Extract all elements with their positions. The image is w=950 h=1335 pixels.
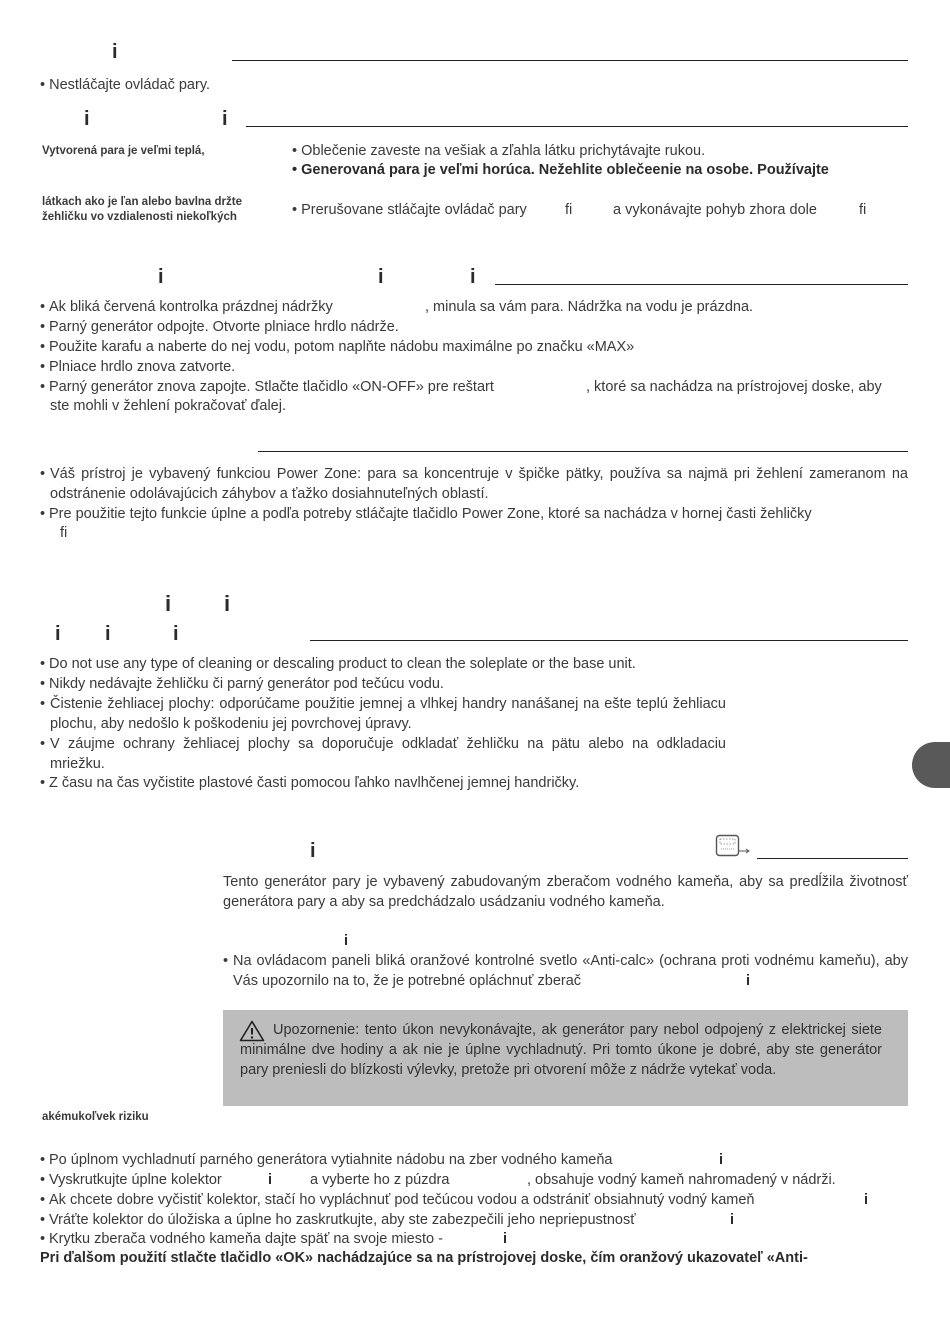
section6-subheading: i — [344, 933, 349, 949]
section3-item-2: • Parný generátor odpojte. Otvorte plniace hrdlo nádrže. — [40, 319, 399, 335]
section6-step-3-text: Ak chcete dobre vyčistiť kolektor, stačí ho vypláchnuť pod tečúcou vodou a odstrániť obsiahnutý vodný kameň — [49, 1192, 755, 1208]
section5-item-5: • Z času na čas vyčistite plastové časti pomocou ľahko navlhčenej jemnej handričky. — [40, 775, 580, 791]
section2-item-3-glyph1: ﬁ — [565, 202, 573, 218]
section5-sub-a: i — [55, 623, 61, 645]
section5-item-2: • Nikdy nedávajte žehličku či parný generátor pod tečúcu vodu. — [40, 676, 444, 692]
section3-heading-c: i — [470, 266, 476, 288]
section3-heading-b: i — [378, 266, 384, 288]
section6-step-5-glyph: i — [503, 1231, 508, 1247]
section3-item-4-text: Plniace hrdlo znova zatvorte. — [49, 359, 236, 375]
section3-item-1b: , minula sa vám para. Nádržka na vodu je prázdna. — [425, 299, 754, 315]
section2-heading-b: i — [222, 108, 228, 130]
section6-step-1: • Po úplnom vychladnutí parného generátora vytiahnite nádobu na zber vodného kameňa — [40, 1152, 613, 1168]
section2-side-note-1: Vytvorená para je veľmi teplá, — [42, 145, 205, 157]
collector-icon — [715, 834, 751, 860]
section3-item-1: • Ak bliká červená kontrolka prázdnej nádržky — [40, 299, 333, 315]
section6-step-5: • Krytku zberača vodného kameňa dajte späť na svoje miesto - — [40, 1231, 443, 1247]
section6-step-1-text: Po úplnom vychladnutí parného generátora vytiahnite nádobu na zber vodného kameňa — [49, 1152, 613, 1168]
section6-step-5-text: Krytku zberača vodného kameňa dajte späť na svoje miesto - — [49, 1231, 443, 1247]
section3-heading-a: i — [158, 266, 164, 288]
section6-step-2-glyph: i — [268, 1172, 273, 1188]
section2-item-2: • Generovaná para je veľmi horúca. Nežehlite oblečeenie na osobe. Používajte — [292, 162, 829, 178]
section6-step-2: • Vyskrutkujte úplne kolektor — [40, 1172, 222, 1188]
section2-item-1: • Oblečenie zaveste na vešiak a zľahla látku prichytávajte rukou. — [292, 143, 706, 159]
section5-rule — [310, 640, 908, 641]
section5-item-3: • Čistenie žehliacej plochy: odporúčame použitie jemnej a vlhkej handry nanášanej na ešte teplú žehliacu plochu, aby nedošlo k poškodeniu jej povrchovej úpravy. — [40, 696, 726, 732]
section4-item-2-glyph: ﬁ — [60, 525, 68, 541]
section6-item-1: • Na ovládacom paneli bliká oranžové kontrolné svetlo «Anti-calc» (ochrana proti vodnému kameňu), aby Vás upozornilo na to, že je potrebné opláchnuť zberač — [223, 953, 908, 989]
section4-item-1: • Váš prístroj je vybavený funkciou Power Zone: para sa koncentruje v špičke pätky, používa sa najmä pri žehlení zameranom na odstránenie odolávajúcich záhybov a ťažko dosiahnuteľných oblastí. — [40, 466, 908, 502]
section3-rule — [495, 284, 908, 285]
section5-sub-b: i — [105, 623, 111, 645]
section5-item-1-text: Do not use any type of cleaning or descaling product to clean the soleplate or the base unit. — [49, 656, 636, 672]
section3-item-3: • Použite karafu a naberte do nej vodu, potom naplňte nádobu maximálne po značku «MAX» — [40, 339, 635, 355]
section4-item-2: • Pre použitie tejto funkcie úplne a podľa potreby stláčajte tlačidlo Power Zone, ktoré sa nachádza v hornej časti žehličky — [40, 506, 812, 522]
section6-step-3-glyph: i — [864, 1192, 869, 1208]
section6-step-2c: , obsahuje vodný kameň nahromadený v nádrži. — [527, 1172, 836, 1188]
section1-item: • Nestláčajte ovládač pary. — [40, 77, 211, 93]
section1-rule — [232, 60, 908, 61]
section5-item-3-text: Čistenie žehliacej plochy: odporúčame použitie jemnej a vlhkej handry nanášanej na ešte teplú žehliacu plochu, aby nedošlo k poškodeniu jej povrchovej úpravy. — [50, 696, 726, 732]
section6-heading: i — [310, 840, 316, 862]
section4-rule — [258, 451, 908, 452]
section6-item-1-glyph: i — [746, 973, 751, 989]
section5-title-b: i — [224, 591, 231, 616]
section5-item-1: • Do not use any type of cleaning or descaling product to clean the soleplate or the base unit. — [40, 656, 636, 672]
section5-sub-c: i — [173, 623, 179, 645]
section6-step-2a: Vyskrutkujte úplne kolektor — [49, 1172, 222, 1188]
section3-item-5a: Parný generátor znova zapojte. Stlačte tlačidlo «ON-OFF» pre reštart — [49, 379, 494, 395]
section5-title-a: i — [165, 591, 172, 616]
section3-item-1a: Ak bliká červená kontrolka prázdnej nádržky — [49, 299, 333, 315]
warning-text: Upozornenie: tento úkon nevykonávajte, ak generátor pary nebol odpojený z elektrickej siete minimálne dve hodiny a ak nie je úplne vychladnutý. Pri tomto úkone je dobré, aby ste generátor pary preniesli do blízkosti výlevky, pretože pri otvorení môže z nádrže vytekať voda. — [240, 1022, 882, 1078]
section4-item-1-text: Váš prístroj je vybavený funkciou Power Zone: para sa koncentruje v špičke pätky, používa sa najmä pri žehlení zameranom na odstránenie odolávajúcich záhybov a ťažko dosiahnuteľných oblastí. — [50, 466, 908, 502]
section6-step-4: • Vráťte kolektor do úložiska a úplne ho zaskrutkujte, aby ste zabezpečili jeho nepriepustnosť — [40, 1212, 636, 1228]
section1-heading: i — [112, 41, 118, 63]
section6-side-note: akémukoľvek riziku — [42, 1111, 149, 1123]
section6-step-2b: a vyberte ho z púzdra — [310, 1172, 450, 1188]
section4-item-2-text: Pre použitie tejto funkcie úplne a podľa potreby stláčajte tlačidlo Power Zone, ktoré sa nachádza v hornej časti žehličky — [49, 506, 812, 522]
page-tab — [912, 742, 950, 788]
section2-item-3b: a vykonávajte pohyb zhora dole — [613, 202, 817, 218]
section5-item-2-text: Nikdy nedávajte žehličku či parný generátor pod tečúcu vodu. — [49, 676, 444, 692]
section6-step-1-glyph: i — [719, 1152, 724, 1168]
section3-item-5c: ste mohli v žehlení pokračovať ďalej. — [50, 398, 286, 414]
section6-step-3: • Ak chcete dobre vyčistiť kolektor, stačí ho vypláchnuť pod tečúcou vodou a odstrániť obsiahnutý vodný kameň — [40, 1192, 755, 1208]
section6-intro: Tento generátor pary je vybavený zabudovaným zberačom vodného kameňa, aby sa predĺžila životnosť generátora pary a aby sa predchádzalo usádzaniu vodného kameňa. — [223, 874, 908, 910]
section6-step-4-text: Vráťte kolektor do úložiska a úplne ho zaskrutkujte, aby ste zabezpečili jeho nepriepustnosť — [49, 1212, 636, 1228]
section3-item-5: • Parný generátor znova zapojte. Stlačte tlačidlo «ON-OFF» pre reštart — [40, 379, 494, 395]
section3-item-4: • Plniace hrdlo znova zatvorte. — [40, 359, 236, 375]
warning-box — [223, 1010, 908, 1106]
section2-item-3-glyph2: ﬁ — [859, 202, 867, 218]
section6-step-4-glyph: i — [730, 1212, 735, 1228]
section3-item-2-text: Parný generátor odpojte. Otvorte plniace hrdlo nádrže. — [49, 319, 399, 335]
section2-heading-a: i — [84, 108, 90, 130]
section6-rule — [757, 858, 908, 859]
section6-item-1-text: Na ovládacom paneli bliká oranžové kontrolné svetlo «Anti-calc» (ochrana proti vodnému kameňu), aby Vás upozornilo na to, že je potrebné opláchnuť zberač — [233, 953, 908, 989]
section2-item-3a: • Prerušovane stláčajte ovládač pary — [292, 202, 527, 218]
section3-item-3-text: Použite karafu a naberte do nej vodu, potom naplňte nádobu maximálne po značku «MAX» — [49, 339, 635, 355]
section2-rule — [246, 126, 908, 127]
section3-item-5b: , ktoré sa nachádza na prístrojovej doske, aby — [586, 379, 882, 395]
section6-final: Pri ďalšom použití stlačte tlačidlo «OK» nachádzajúce sa na prístrojovej doske, čím oranžový ukazovateľ «Anti- — [40, 1250, 808, 1266]
section5-item-5-text: Z času na čas vyčistite plastové časti pomocou ľahko navlhčenej jemnej handričky. — [49, 775, 580, 791]
section2-side-note-2: látkach ako je ľan alebo bavlna držte žehličku vo vzdialenosti niekoľkých — [42, 196, 243, 223]
section5-item-4-text: V záujme ochrany žehliacej plochy sa doporučuje odkladať žehličku na pätu alebo na odkladaciu mriežku. — [50, 736, 726, 772]
section5-item-4: • V záujme ochrany žehliacej plochy sa doporučuje odkladať žehličku na pätu alebo na odkladaciu mriežku. — [40, 736, 726, 772]
